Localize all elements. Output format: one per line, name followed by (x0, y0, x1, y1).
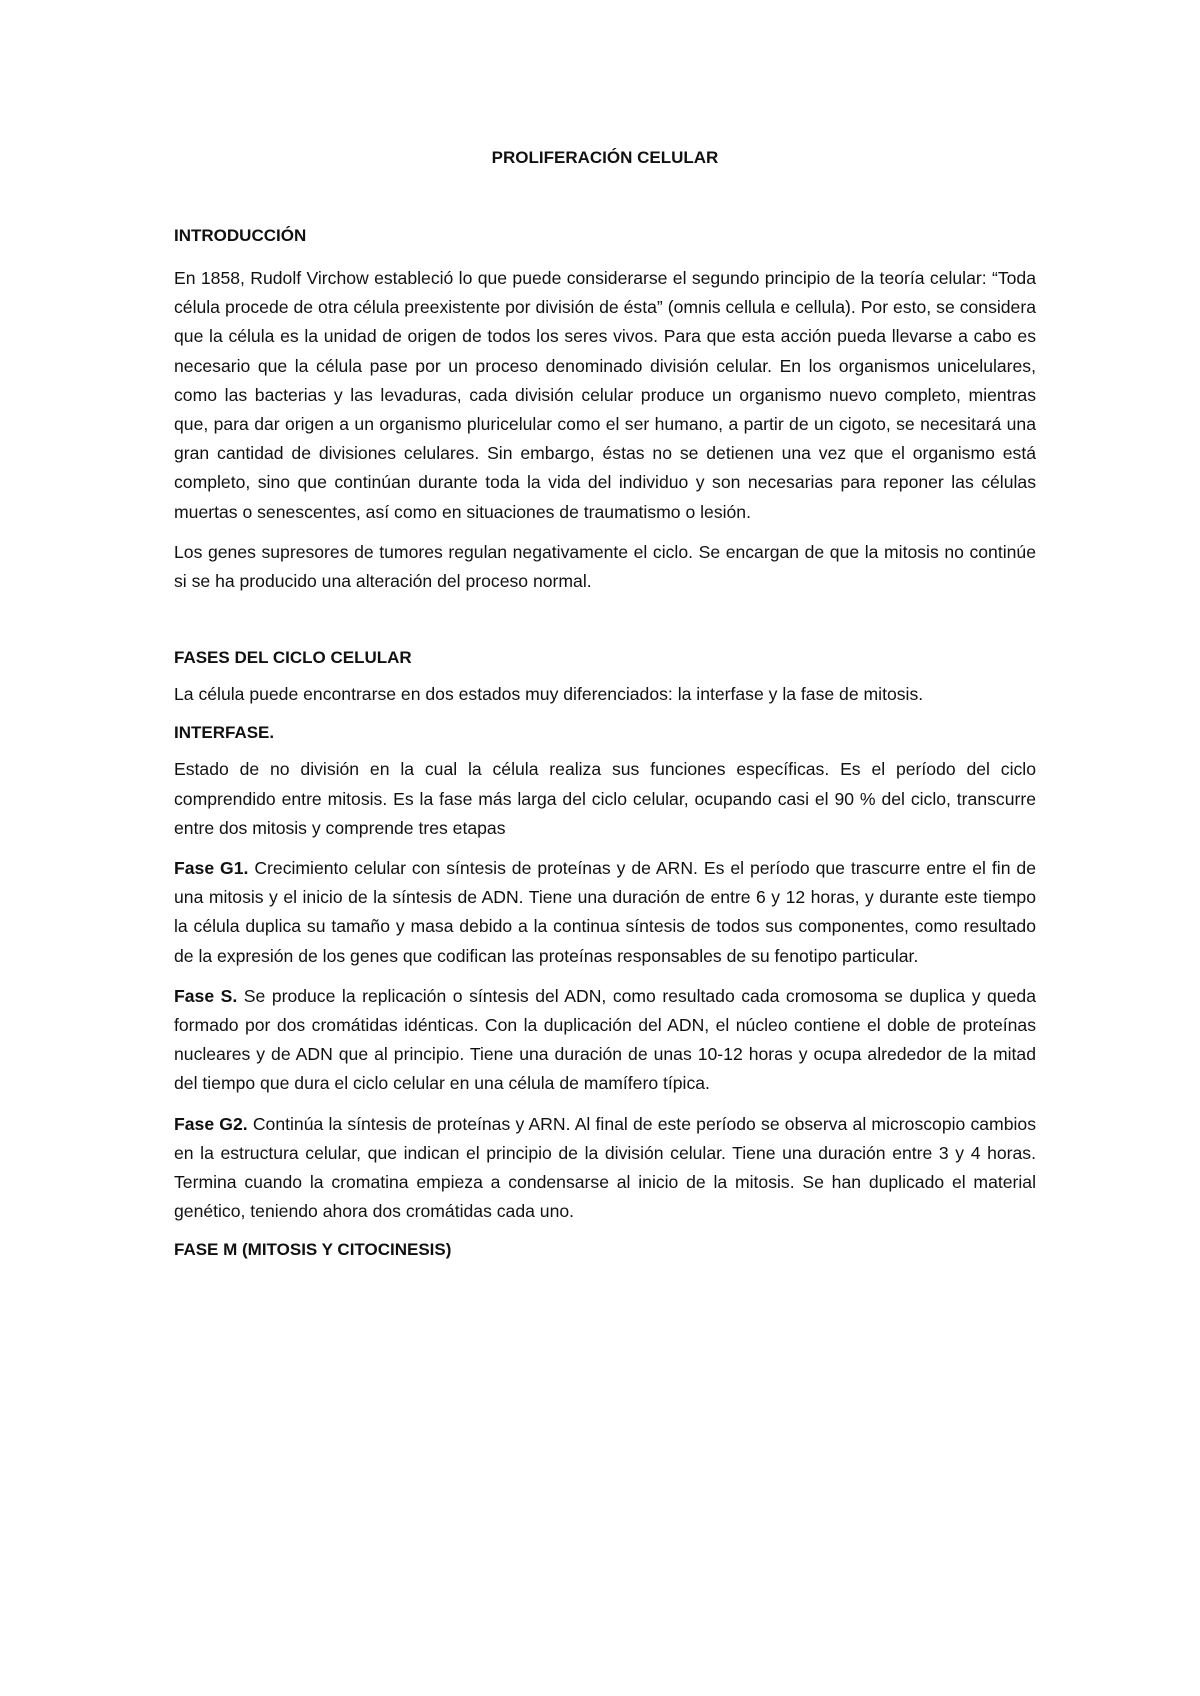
fase-s-label: Fase S. (174, 985, 238, 1006)
section-heading-interfase: INTERFASE. (174, 723, 275, 743)
document-title: PROLIFERACIÓN CELULAR (491, 148, 719, 167)
section-heading-fase-m: FASE M (MITOSIS Y CITOCINESIS) (174, 1240, 452, 1260)
fase-g2-label: Fase G2. (174, 1113, 248, 1134)
section-heading-fases: FASES DEL CICLO CELULAR (174, 648, 412, 668)
section-heading-introduccion: INTRODUCCIÓN (174, 226, 307, 245)
fase-s-paragraph (174, 982, 1036, 1099)
fase-s-text: Se produce la replicación o síntesis del ADN, como resultado cada cromosoma se duplica y queda formado por dos cromátidas idénticas. Con la duplicación del ADN, el núcleo contiene el doble de proteínas nucleares y de ADN que al principio. Tiene una duración de unas 10-12 horas y ocupa alrededor de la mitad del tiempo que dura el ciclo celular en una célula de mamífero típica. (174, 985, 1036, 1094)
fase-g1-paragraph (174, 854, 1036, 971)
document-page (174, 138, 1036, 1260)
intro-paragraph-2: Los genes supresores de tumores regulan negativamente el ciclo. Se encargan de que la mitosis no continúe si se ha producido una alteración del proceso normal. (174, 541, 1036, 592)
interfase-paragraph: Estado de no división en la cual la célula realiza sus funciones específicas. Es el período del ciclo comprendido entre mitosis. Es la fase más larga del ciclo celular, ocupando casi el 90 % del ciclo, transcurre entre dos mitosis y comprende tres etapas (174, 759, 1036, 838)
fase-g1-label: Fase G1. (174, 858, 249, 879)
fase-g2-text: Continúa la síntesis de proteínas y ARN. Al final de este período se observa al microscopio cambios en la estructura celular, que indican el principio de la división celular. Tiene una duración entre 3 y 4 horas. Termina cuando la cromatina empieza a condensarse al inicio de la mitosis. Se han duplicado el material genético, teniendo ahora dos cromátidas cada uno. (174, 1113, 1036, 1222)
fases-paragraph: La célula puede encontrarse en dos estados muy diferenciados: la interfase y la fase de mitosis. (174, 684, 924, 705)
fase-g2-paragraph (174, 1110, 1036, 1227)
intro-paragraph-1: En 1858, Rudolf Virchow estableció lo que puede considerarse el segundo principio de la teoría celular: “Toda célula procede de otra célula preexistente por división de ésta” (omnis cellula e cellula). Por esto, se considera que la célula es la unidad de origen de todos los seres vivos. Para que esta acción pueda llevarse a cabo es necesario que la célula pase por un proceso denominado división celular. En los organismos unicelulares, como las bacterias y las levaduras, cada división celular produce un organismo nuevo completo, mientras que, para dar origen a un organismo pluricelular como el ser humano, a partir de un cigoto, se necesitará una gran cantidad de divisiones celulares. Sin embargo, éstas no se detienen una vez que el organismo está completo, sino que continúan durante toda la vida del individuo y son necesarias para reponer las células muertas o senescentes, así como en situaciones de traumatismo o lesión. (174, 268, 1036, 522)
fase-g1-text: Crecimiento celular con síntesis de proteínas y de ARN. Es el período que trascurre entre el fin de una mitosis y el inicio de la síntesis de ADN. Tiene una duración de entre 6 y 12 horas, y durante este tiempo la célula duplica su tamaño y masa debido a la continua síntesis de todos sus componentes, como resultado de la expresión de los genes que codifican las proteínas responsables de su fenotipo particular. (174, 858, 1036, 966)
